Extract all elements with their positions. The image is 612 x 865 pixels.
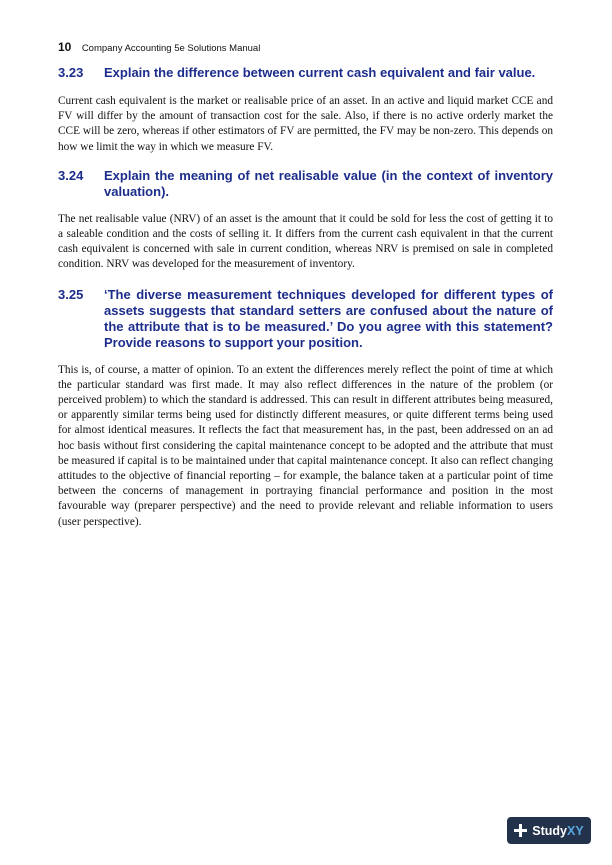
question-heading bbox=[58, 168, 553, 200]
question-number: 3.25 bbox=[58, 286, 84, 302]
studyxy-logo[interactable] bbox=[507, 817, 591, 844]
answer-paragraph: Current cash equivalent is the market or realisable price of an asset. In an active and liquid market CCE and FV will differ by the amount of transaction cost for the sale. Also, if there is no active orderly market the CCE will be zero, whereas if other estimators of FV are permitted, the FV may be non-zero. This depends on how we limit the way in which we measure FV. bbox=[58, 95, 553, 153]
page-number: 10 bbox=[58, 40, 72, 54]
question-number: 3.23 bbox=[58, 65, 84, 80]
plus-cross-icon bbox=[514, 824, 527, 837]
question-title: ‘The diverse measurement techniques developed for different types of assets suggests that standard setters are confused about the nature of the attribute that is to be measured.’ Do you agree with this statement? Provide reasons to support your position. bbox=[104, 286, 553, 350]
main-content bbox=[58, 60, 553, 530]
question-heading bbox=[58, 287, 553, 351]
manual-title: Company Accounting 5e Solutions Manual bbox=[81, 43, 261, 54]
logo-wordmark bbox=[532, 824, 583, 838]
question-title: Explain the meaning of net realisable value (in the context of inventory valuation). bbox=[104, 167, 553, 199]
question-number: 3.24 bbox=[58, 167, 84, 183]
answer-paragraph: The net realisable value (NRV) of an asset is the amount that it could be sold for less the cost of getting it to a saleable condition and the costs of selling it. It differs from the current cash equivalent in that the current cash equivalent is concerned with sale in current condition, whereas NRV is premised on sale in completed condition. NRV was developed for the measurement of inventory. bbox=[58, 212, 553, 271]
question-title: Explain the difference between current cash equivalent and fair value. bbox=[104, 65, 536, 80]
question-heading bbox=[58, 65, 553, 81]
running-header bbox=[58, 38, 260, 56]
answer-paragraph: This is, of course, a matter of opinion. To an extent the differences merely reflect the point of time at which the particular standard was first made. It may also reflect differences in the nature of the problem (or perceived problem) to which the standard is addressed. This can result in different attributes being measured, or apparently similar terms being used for distinctly different measures, or quite different terms being used for almost identical measures. It reflects the fact that measurement has, in the past, been addressed on an ad hoc basis without first considering the capital maintenance concept to be adopted and the attribute that must be measured if capital is to be maintained under that capital maintenance concept. It also can reflect changing attitudes to the objective of financial reporting – for example, the balance taken at a particular point of time between the concerns of management in portraying financial performance and position in the most favourable way (preparer perspective) and the need to provide relevant and reliable information to users (user perspective). bbox=[58, 363, 553, 528]
logo-text-accent: XY bbox=[567, 823, 584, 838]
logo-text-main: Study bbox=[532, 823, 568, 838]
